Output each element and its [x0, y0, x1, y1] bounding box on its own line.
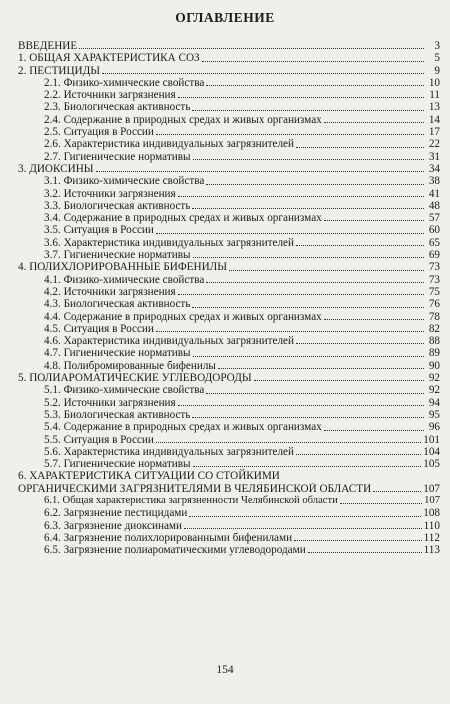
toc-entry: [18, 188, 440, 200]
toc-entry: [18, 335, 440, 347]
toc-entry-page: 107: [423, 482, 440, 495]
table-of-contents: [18, 40, 440, 556]
toc-entry-label: 2.3. Биологическая активность: [44, 101, 191, 114]
toc-entry-page: 57: [428, 212, 440, 225]
toc-entry: [18, 151, 440, 163]
toc-entry: [18, 286, 440, 298]
dot-leader: [96, 171, 424, 172]
toc-entry-label: 3.4. Содержание в природных средах и живых организмах: [44, 212, 322, 225]
toc-entry-page: 17: [428, 126, 440, 139]
toc-entry-page: 105: [423, 458, 440, 471]
toc-entry-label: 4.5. Ситуация в России: [44, 322, 154, 335]
toc-entry: [18, 212, 440, 224]
toc-entry: [18, 65, 440, 77]
toc-entry-label: 5.4. Содержание в природных средах и живых организмах: [44, 421, 322, 434]
dot-leader: [193, 257, 424, 258]
toc-entry-label: 3.3. Биологическая активность: [44, 199, 191, 212]
toc-entry-page: 10: [428, 76, 440, 89]
toc-entry-page: 65: [428, 236, 440, 249]
dot-leader: [206, 184, 424, 185]
toc-entry-page: 90: [428, 359, 440, 372]
toc-entry-label: 3.1. Физико-химические свойства: [44, 175, 205, 188]
toc-entry: [18, 347, 440, 359]
toc-entry: [18, 77, 440, 89]
toc-entry: [18, 311, 440, 323]
dot-leader: [296, 245, 424, 246]
toc-entry-page: 38: [428, 175, 440, 188]
toc-entry: [18, 126, 440, 138]
dot-leader: [192, 417, 424, 418]
toc-entry-label: 2.6. Характеристика индивидуальных загрязнителей: [44, 138, 294, 151]
toc-entry-page: 41: [428, 187, 440, 200]
toc-entry: [18, 163, 440, 175]
toc-entry-page: 9: [434, 64, 440, 77]
toc-entry-label: 6.5. Загрязнение полиароматическими углеводородами: [44, 544, 306, 557]
dot-leader: [206, 393, 424, 394]
toc-entry-label: 5.6. Характеристика индивидуальных загрязнителей: [44, 445, 294, 458]
toc-entry: [18, 200, 440, 212]
toc-entry-page: 31: [428, 150, 440, 163]
toc-entry-label: 2. ПЕСТИЦИДЫ: [18, 64, 101, 77]
toc-entry-label: 3.6. Характеристика индивидуальных загрязнителей: [44, 236, 294, 249]
toc-entry-label: 4.7. Гигиенические нормативы: [44, 347, 191, 360]
dot-leader: [193, 466, 422, 467]
dot-leader: [296, 147, 424, 148]
toc-entry-label: ВВЕДЕНИЕ: [18, 40, 78, 52]
dot-leader: [156, 134, 424, 135]
toc-entry-label: 5.7. Гигиенические нормативы: [44, 458, 191, 471]
toc-entry-page: 69: [428, 249, 440, 262]
dot-leader: [308, 552, 422, 553]
toc-entry: [18, 520, 440, 532]
toc-entry-page: 89: [428, 347, 440, 360]
toc-entry-page: 5: [434, 52, 440, 65]
toc-entry-page: 22: [428, 138, 440, 151]
toc-entry: [18, 495, 440, 507]
toc-entry-label: 6.2. Загрязнение пестицидами: [44, 507, 188, 520]
toc-entry-label: 3.7. Гигиенические нормативы: [44, 249, 191, 262]
toc-entry-page: 95: [428, 408, 440, 421]
toc-entry-page: 14: [428, 113, 440, 126]
toc-entry: [18, 446, 440, 458]
toc-entry-label: 5.5. Ситуация в России: [44, 433, 154, 446]
toc-entry: [18, 138, 440, 150]
toc-entry-label: 6. ХАРАКТЕРИСТИКА СИТУАЦИИ СО СТОЙКИМИ: [18, 470, 280, 483]
dot-leader: [324, 122, 424, 123]
toc-entry: [18, 421, 440, 433]
dot-leader: [178, 294, 424, 295]
dot-leader: [193, 356, 424, 357]
toc-entry-page: 88: [428, 335, 440, 348]
dot-leader: [192, 307, 424, 308]
toc-entry-page: 60: [428, 224, 440, 237]
toc-entry-label: 4.3. Биологическая активность: [44, 298, 191, 311]
toc-entry-label: 5.3. Биологическая активность: [44, 408, 191, 421]
toc-entry-label: 5.1. Физико-химические свойства: [44, 384, 205, 397]
toc-entry: [18, 249, 440, 261]
toc-entry-page: 113: [423, 544, 440, 557]
toc-entry: [18, 274, 440, 286]
toc-entry: [18, 224, 440, 236]
dot-leader: [156, 442, 421, 443]
dot-leader: [294, 540, 422, 541]
dot-leader: [178, 97, 424, 98]
toc-entry: [18, 397, 440, 409]
toc-entry-page: 73: [428, 273, 440, 286]
dot-leader: [254, 380, 424, 381]
toc-entry-page: 78: [428, 310, 440, 323]
dot-leader: [296, 454, 421, 455]
toc-entry: [18, 237, 440, 249]
dot-leader: [193, 159, 424, 160]
toc-entry-label: 2.5. Ситуация в России: [44, 126, 154, 139]
toc-entry: [18, 434, 440, 446]
toc-entry: [18, 544, 440, 556]
toc-entry-label: 3.5. Ситуация в России: [44, 224, 154, 237]
dot-leader: [202, 61, 424, 62]
toc-entry-label: 6.3. Загрязнение диоксинами: [44, 519, 182, 532]
toc-entry-label: 5.2. Источники загрязнения: [44, 396, 176, 409]
dot-leader: [206, 85, 424, 86]
toc-entry: [18, 261, 440, 273]
toc-entry-page: 73: [428, 261, 440, 274]
dot-leader: [296, 343, 424, 344]
toc-entry-label: 3.2. Источники загрязнения: [44, 187, 176, 200]
toc-entry-page: 92: [428, 372, 440, 385]
toc-entry-page: 112: [423, 531, 440, 544]
toc-entry-label: 5. ПОЛИАРОМАТИЧЕСКИЕ УГЛЕВОДОРОДЫ: [18, 372, 252, 385]
toc-entry: [18, 384, 440, 396]
toc-entry-page: 48: [428, 199, 440, 212]
toc-entry: [18, 52, 440, 64]
toc-entry-page: 92: [428, 384, 440, 397]
dot-leader: [102, 73, 424, 74]
toc-entry-label: 6.1. Общая характеристика загрязненности Челябинской области: [44, 494, 338, 506]
dot-leader: [206, 282, 424, 283]
dot-leader: [324, 319, 424, 320]
toc-entry-page: 76: [428, 298, 440, 311]
toc-entry-page: 75: [428, 285, 440, 298]
toc-entry: [18, 507, 440, 519]
toc-entry-label: 4.8. Полибромированные бифенилы: [44, 359, 216, 372]
toc-entry-page: 101: [423, 433, 440, 446]
toc-entry-page: 110: [423, 519, 440, 532]
toc-entry-label: 3. ДИОКСИНЫ: [18, 162, 94, 175]
toc-entry-page: 3: [434, 40, 440, 52]
dot-leader: [324, 220, 424, 221]
toc-entry-label: 2.7. Гигиенические нормативы: [44, 150, 191, 163]
toc-entry-label: 4.1. Физико-химические свойства: [44, 273, 205, 286]
dot-leader: [192, 110, 424, 111]
toc-entry-page: 34: [428, 162, 440, 175]
toc-entry: [18, 409, 440, 421]
toc-entry: [18, 360, 440, 372]
dot-leader: [79, 48, 424, 49]
toc-entry-page: 104: [423, 445, 440, 458]
toc-entry: [18, 323, 440, 335]
toc-entry: [18, 40, 440, 52]
toc-entry-label: 4.2. Источники загрязнения: [44, 285, 176, 298]
toc-entry-page: 108: [423, 507, 440, 520]
toc-entry-label: 2.1. Физико-химические свойства: [44, 76, 205, 89]
toc-entry: [18, 101, 440, 113]
page-title: ОГЛАВЛЕНИЕ: [175, 10, 275, 25]
toc-entry-label: 2.4. Содержание в природных средах и живых организмах: [44, 113, 322, 126]
toc-entry-label: 4.6. Характеристика индивидуальных загрязнителей: [44, 335, 294, 348]
dot-leader: [229, 270, 424, 271]
toc-entry-label: 1. ОБЩАЯ ХАРАКТЕРИСТИКА СОЗ: [18, 52, 200, 65]
toc-entry-label: 2.2. Источники загрязнения: [44, 89, 176, 102]
page-number: 154: [216, 664, 234, 676]
toc-entry: [18, 458, 440, 470]
toc-entry-label: 6.4. Загрязнение полихлорированными бифенилами: [44, 531, 293, 544]
dot-leader: [218, 368, 424, 369]
dot-leader: [184, 528, 422, 529]
toc-entry: [18, 89, 440, 101]
toc-entry-page: 13: [428, 101, 440, 114]
toc-entry: [18, 114, 440, 126]
dot-leader: [324, 430, 424, 431]
dot-leader: [178, 405, 424, 406]
toc-entry-page: 107: [424, 494, 440, 506]
dot-leader: [156, 331, 424, 332]
toc-entry: [18, 470, 440, 495]
toc-entry-label: 4.4. Содержание в природных средах и живых организмах: [44, 310, 322, 323]
toc-entry: [18, 372, 440, 384]
dot-leader: [178, 196, 424, 197]
toc-entry-page: 11: [429, 89, 440, 102]
dot-leader: [373, 491, 421, 492]
toc-entry-label: ОРГАНИЧЕСКИМИ ЗАГРЯЗНИТЕЛЯМИ В ЧЕЛЯБИНСКОЙ ОБЛАСТИ: [18, 482, 372, 495]
toc-entry-page: 96: [428, 421, 440, 434]
toc-entry: [18, 532, 440, 544]
dot-leader: [340, 503, 422, 504]
dot-leader: [156, 233, 424, 234]
toc-entry-page: 82: [428, 322, 440, 335]
dot-leader: [192, 208, 424, 209]
toc-entry-label: 4. ПОЛИХЛОРИРОВАННЫЕ БИФЕНИЛЫ: [18, 261, 227, 274]
toc-entry: [18, 175, 440, 187]
dot-leader: [189, 516, 421, 517]
toc-entry: [18, 298, 440, 310]
toc-entry-page: 94: [428, 396, 440, 409]
